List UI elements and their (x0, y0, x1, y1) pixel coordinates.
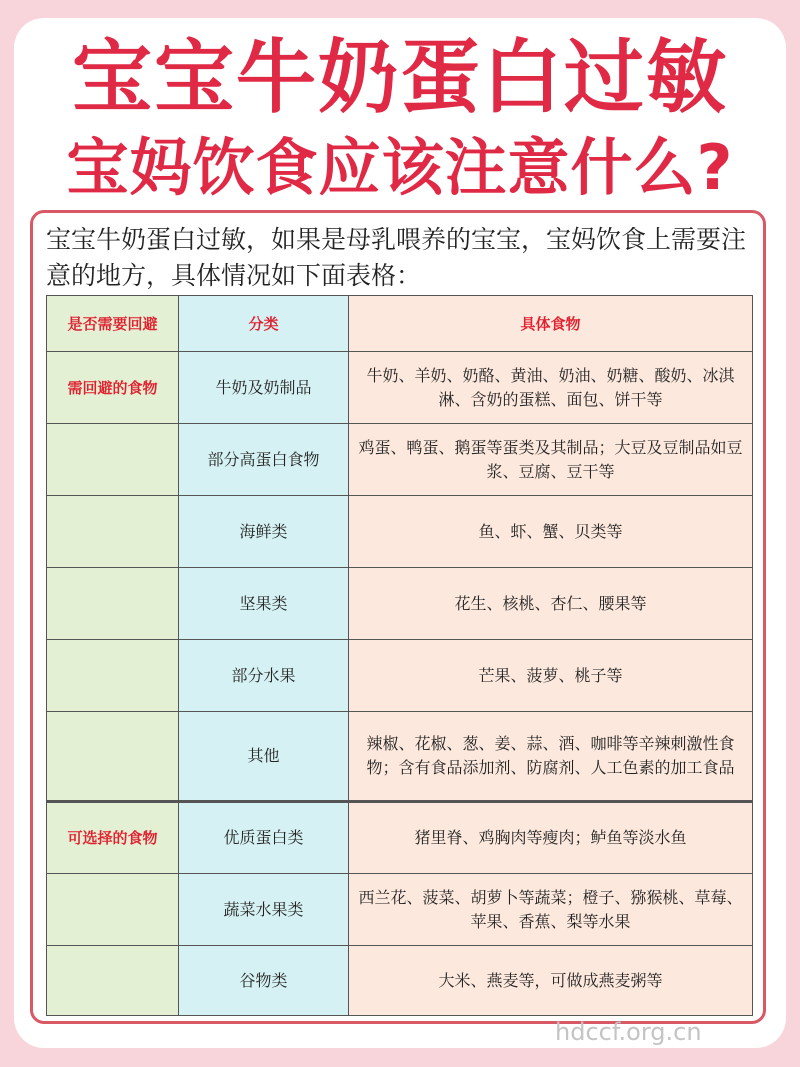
group-label (47, 496, 179, 568)
table-row (47, 424, 753, 496)
category-cell: 蔬菜水果类 (179, 874, 349, 946)
foods-cell: 猪里脊、鸡胸肉等瘦肉；鲈鱼等淡水鱼 (349, 802, 753, 874)
category-cell: 部分高蛋白食物 (179, 424, 349, 496)
intro-text: 宝宝牛奶蛋白过敏，如果是母乳喂养的宝宝，宝妈饮食上需要注意的地方，具体情况如下面表格： (46, 225, 747, 290)
group-label: 需回避的食物 (47, 352, 179, 424)
foods-cell: 芒果、菠萝、桃子等 (349, 640, 753, 712)
category-cell: 坚果类 (179, 568, 349, 640)
table-header-row (47, 296, 753, 352)
table-row (47, 874, 753, 946)
foods-cell: 辣椒、花椒、葱、姜、蒜、酒、咖啡等辛辣刺激性食物；含有食品添加剂、防腐剂、人工色素的加工食品 (349, 712, 753, 802)
table-row (47, 496, 753, 568)
group-label (47, 568, 179, 640)
page-title: 宝宝牛奶蛋白过敏 (72, 31, 728, 124)
table-row (47, 712, 753, 802)
group-label (47, 946, 179, 1016)
watermark: hdccf.org.cn (555, 1018, 702, 1046)
group-label (47, 874, 179, 946)
foods-cell: 花生、核桃、杏仁、腰果等 (349, 568, 753, 640)
category-cell: 优质蛋白类 (179, 802, 349, 874)
category-cell: 牛奶及奶制品 (179, 352, 349, 424)
food-table (46, 295, 753, 1016)
category-cell: 部分水果 (179, 640, 349, 712)
foods-cell: 大米、燕麦等，可做成燕麦粥等 (349, 946, 753, 1016)
header-avoid: 是否需要回避 (47, 296, 179, 352)
category-cell: 海鲜类 (179, 496, 349, 568)
header-category: 分类 (179, 296, 349, 352)
foods-cell: 西兰花、菠菜、胡萝卜等蔬菜；橙子、猕猴桃、草莓、苹果、香蕉、梨等水果 (349, 874, 753, 946)
group-label (47, 424, 179, 496)
group-label (47, 640, 179, 712)
category-cell: 其他 (179, 712, 349, 802)
foods-cell: 牛奶、羊奶、奶酪、黄油、奶油、奶糖、酸奶、冰淇淋、含奶的蛋糕、面包、饼干等 (349, 352, 753, 424)
group-label (47, 712, 179, 802)
foods-cell: 鸡蛋、鸭蛋、鹅蛋等蛋类及其制品；大豆及豆制品如豆浆、豆腐、豆干等 (349, 424, 753, 496)
page-subtitle: 宝妈饮食应该注意什么? (66, 131, 734, 204)
foods-cell: 鱼、虾、蟹、贝类等 (349, 496, 753, 568)
table-row (47, 568, 753, 640)
table-row (47, 802, 753, 874)
table-row (47, 946, 753, 1016)
header-foods: 具体食物 (349, 296, 753, 352)
group-label: 可选择的食物 (47, 802, 179, 874)
table-row (47, 352, 753, 424)
category-cell: 谷物类 (179, 946, 349, 1016)
table-row (47, 640, 753, 712)
